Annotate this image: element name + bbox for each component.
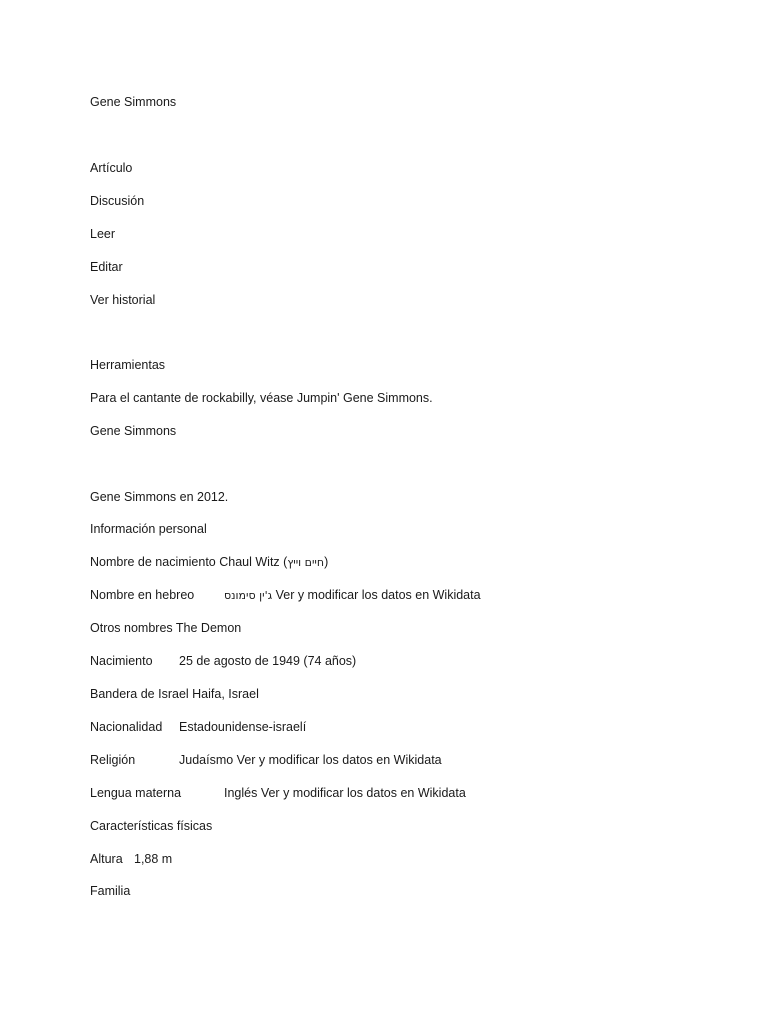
mother-tongue-label: Lengua materna — [90, 786, 182, 800]
religion-label: Religión — [90, 753, 136, 767]
infobox-section-family: Familia — [90, 884, 131, 898]
infobox-row-nationality — [90, 719, 306, 735]
religion-value[interactable]: Judaísmo Ver y modificar los datos en Wikidata — [179, 753, 442, 767]
mother-tongue-value[interactable]: Inglés Ver y modificar los datos en Wikidata — [224, 786, 466, 800]
infobox-section-physical: Características físicas — [90, 819, 213, 833]
nationality-value: Estadounidense-israelí — [179, 720, 307, 734]
tab-discussion[interactable]: Discusión — [90, 194, 145, 208]
birth-name-label: Nombre de nacimiento — [90, 555, 216, 569]
tab-edit[interactable]: Editar — [90, 260, 123, 274]
infobox-section-personal: Información personal — [90, 522, 207, 536]
infobox-row-hebrew-name — [90, 587, 481, 604]
infobox-title: Gene Simmons — [90, 424, 177, 438]
birth-name-hebrew: חיים וייץ — [287, 556, 325, 569]
infobox-row-height — [90, 851, 172, 867]
hatnote: Para el cantante de rockabilly, véase Jumpin' Gene Simmons. — [90, 391, 433, 405]
infobox-row-other-names — [90, 620, 241, 636]
infobox-row-mother-tongue — [90, 785, 466, 801]
birth-name-close: ) — [324, 555, 329, 569]
height-value: 1,88 m — [134, 852, 173, 866]
birth-label: Nacimiento — [90, 654, 153, 668]
other-names-value: The Demon — [175, 621, 242, 635]
tab-history[interactable]: Ver historial — [90, 293, 156, 307]
hebrew-name-wikidata-link[interactable]: Ver y modificar los datos en Wikidata — [272, 588, 481, 602]
page-title: Gene Simmons — [90, 95, 177, 109]
infobox-row-religion — [90, 752, 442, 768]
height-label: Altura — [90, 852, 123, 866]
other-names-label: Otros nombres — [90, 621, 173, 635]
hebrew-name-hebrew: ג'ין סימונס — [224, 589, 273, 602]
tools-menu[interactable]: Herramientas — [90, 358, 166, 372]
infobox-row-birth-name — [90, 554, 328, 571]
nationality-label: Nacionalidad — [90, 720, 163, 734]
tab-article[interactable]: Artículo — [90, 161, 133, 175]
hebrew-name-label: Nombre en hebreo — [90, 588, 195, 602]
infobox-image-caption: Gene Simmons en 2012. — [90, 490, 229, 504]
infobox-row-birth — [90, 653, 356, 669]
birth-value: 25 de agosto de 1949 (74 años) — [179, 654, 357, 668]
infobox-row-birthplace: Bandera de Israel Haifa, Israel — [90, 687, 259, 701]
birth-name-value: Chaul Witz ( — [219, 555, 288, 569]
tab-read[interactable]: Leer — [90, 227, 116, 241]
